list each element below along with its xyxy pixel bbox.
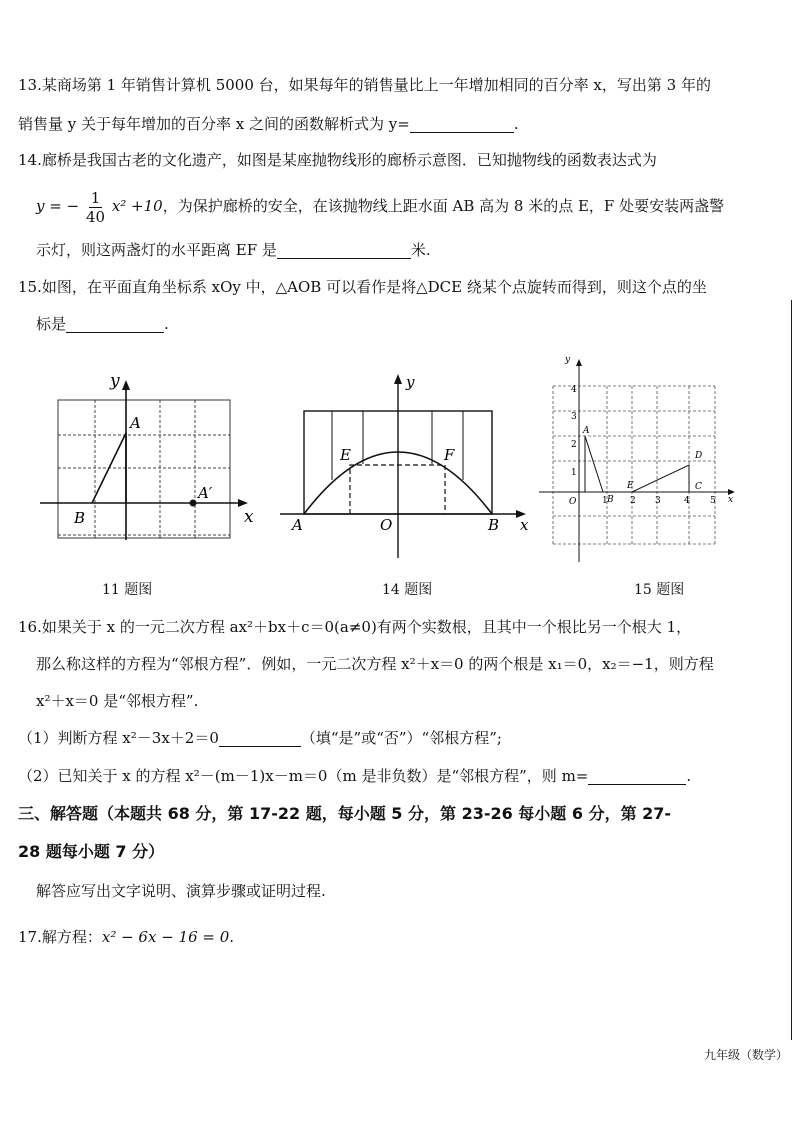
fig15-label-c: C — [695, 482, 702, 492]
fig15-tick-y2: 2 — [571, 440, 577, 450]
section3-instruction: 解答应写出文字说明、演算步骤或证明过程. — [36, 882, 326, 900]
fig14-label-o: O — [380, 516, 393, 534]
q13-line2 — [18, 113, 519, 135]
q15-line2-end: . — [164, 315, 169, 333]
fig11-x-arrow-icon — [238, 499, 248, 507]
fig15-tick-x1: 1 — [602, 496, 608, 506]
fig15-y-arrow-icon — [576, 359, 582, 366]
q13-line1: 13.某商场第 1 年销售计算机 5000 台，如果每年的销售量比上一年增加相同的百分率 x，写出第 3 年的 — [18, 76, 711, 94]
fig14-caption: 14 题图 — [382, 582, 433, 598]
fig15-label-e: E — [627, 481, 634, 491]
q16-part1 — [18, 727, 502, 749]
fig15-caption: 15 题图 — [634, 582, 685, 598]
fig15-label-d: D — [695, 451, 703, 461]
fig14-label-a: A — [292, 516, 303, 534]
fig15-triangle-aob — [585, 436, 603, 492]
q14-frac-den: 40 — [85, 207, 106, 226]
section3-heading-line1: 三、解答题（本题共 68 分，第 17-22 题，每小题 5 分，第 23-26 每小题 6 分，第 27- — [18, 804, 672, 823]
fig11-label-y: y — [110, 371, 120, 391]
fig15-label-y: y — [565, 355, 571, 365]
fig15-label-x: x — [728, 495, 734, 505]
q16-part2 — [18, 765, 691, 787]
q16-part2-end: . — [686, 767, 692, 785]
q14-equation-line — [36, 188, 724, 226]
fig15-tick-x3: 3 — [655, 496, 661, 506]
q16-part1-text: （1）判断方程 x²－3x＋2＝0 — [18, 729, 219, 747]
fig15-tick-y1: 1 — [571, 468, 577, 478]
fig15-tick-x4: 4 — [684, 496, 690, 506]
fig15-label-a: A — [583, 426, 590, 436]
figure-14 — [270, 368, 535, 563]
q14-answer-blank[interactable] — [277, 242, 411, 259]
q13-line2-end: . — [513, 115, 519, 133]
q16-line1: 16.如果关于 x 的一元二次方程 ax²＋bx＋c＝0(a≠0)有两个实数根，且其中一个根比另一个根大 1， — [18, 618, 692, 636]
fig11-label-a: A — [130, 414, 141, 432]
fig14-label-b: B — [488, 516, 500, 534]
page-footer: 九年级（数学） — [703, 1048, 788, 1062]
q17-line — [18, 926, 234, 948]
q14-line3-end: 米. — [410, 241, 431, 259]
q13-answer-blank[interactable] — [410, 116, 514, 133]
fig11-label-x: x — [244, 507, 254, 527]
fig14-label-e: E — [340, 446, 351, 464]
q14-eq-post: x² +10 — [111, 197, 163, 215]
q13-line2-text: 销售量 y 关于每年增加的百分率 x 之间的函数解析式为 y= — [18, 115, 410, 133]
fig14-y-arrow-icon — [394, 374, 402, 384]
q14-line3-text: 示灯，则这两盏灯的水平距离 EF 是 — [36, 241, 277, 259]
q15-line1: 15.如图，在平面直角坐标系 xOy 中，△AOB 可以看作是将△DCE 绕某个点旋转而得到，则这个点的坐 — [18, 278, 707, 296]
fig15-tick-x2: 2 — [630, 496, 636, 506]
q14-line2-rest: ，为保护廊桥的安全，在该抛物线上距水面 AB 高为 8 米的点 E，F 处要安装两盏警 — [162, 197, 725, 215]
fig14-label-y: y — [406, 373, 415, 391]
section3-heading-line2: 28 题每小题 7 分） — [18, 842, 165, 861]
fig11-label-aprime: A′ — [198, 484, 213, 502]
q14-line3 — [36, 239, 431, 261]
q16-line2: 那么称这样的方程为“邻根方程”．例如，一元二次方程 x²＋x＝0 的两个根是 x₁＝0，x₂＝−1，则方程 — [36, 655, 714, 673]
fig15-triangle-dce — [632, 465, 689, 492]
q15-answer-blank[interactable] — [66, 316, 164, 333]
q16-part1-end: （填“是”或“否”）“邻根方程”; — [300, 729, 502, 747]
fig15-tick-y4: 4 — [571, 385, 577, 395]
q15-line2 — [36, 313, 169, 335]
fig15-tick-y3: 3 — [571, 412, 577, 422]
fig11-label-b: B — [74, 509, 86, 527]
fig15-label-o: O — [569, 497, 577, 507]
q14-line1: 14.廊桥是我国古老的文化遗产，如图是某座抛物线形的廊桥示意图．已知抛物线的函数表达式为 — [18, 151, 657, 169]
q14-eq-pre: y = − — [36, 197, 80, 215]
fig15-label-b: B — [607, 495, 614, 505]
q17-label: 17.解方程： — [18, 928, 102, 946]
q16-part2-text: （2）已知关于 x 的方程 x²－(m－1)x－m＝0（m 是非负数）是“邻根方程”，则 m= — [18, 767, 589, 785]
fig15-tick-x5: 5 — [710, 496, 716, 506]
fig11-point-aprime — [190, 500, 197, 507]
page-right-border — [791, 300, 792, 1040]
fig11-caption: 11 题图 — [102, 582, 153, 598]
q15-line2-text: 标是 — [36, 315, 67, 333]
fig15-grid — [553, 386, 715, 544]
q16-line3: x²＋x＝0 是“邻根方程”. — [36, 692, 199, 710]
fig14-label-f: F — [444, 446, 455, 464]
figure-11 — [30, 368, 260, 553]
q16-part2-blank[interactable] — [588, 768, 686, 785]
figure-15 — [535, 352, 740, 567]
q17-equation: x² − 6x − 16 = 0 — [101, 928, 230, 946]
q16-part1-blank[interactable] — [219, 730, 301, 747]
fig11-y-arrow-icon — [122, 380, 130, 390]
q14-fraction — [86, 189, 105, 226]
fig14-label-x: x — [520, 516, 529, 534]
q14-frac-num: 1 — [90, 188, 101, 207]
q17-end: . — [229, 928, 235, 946]
